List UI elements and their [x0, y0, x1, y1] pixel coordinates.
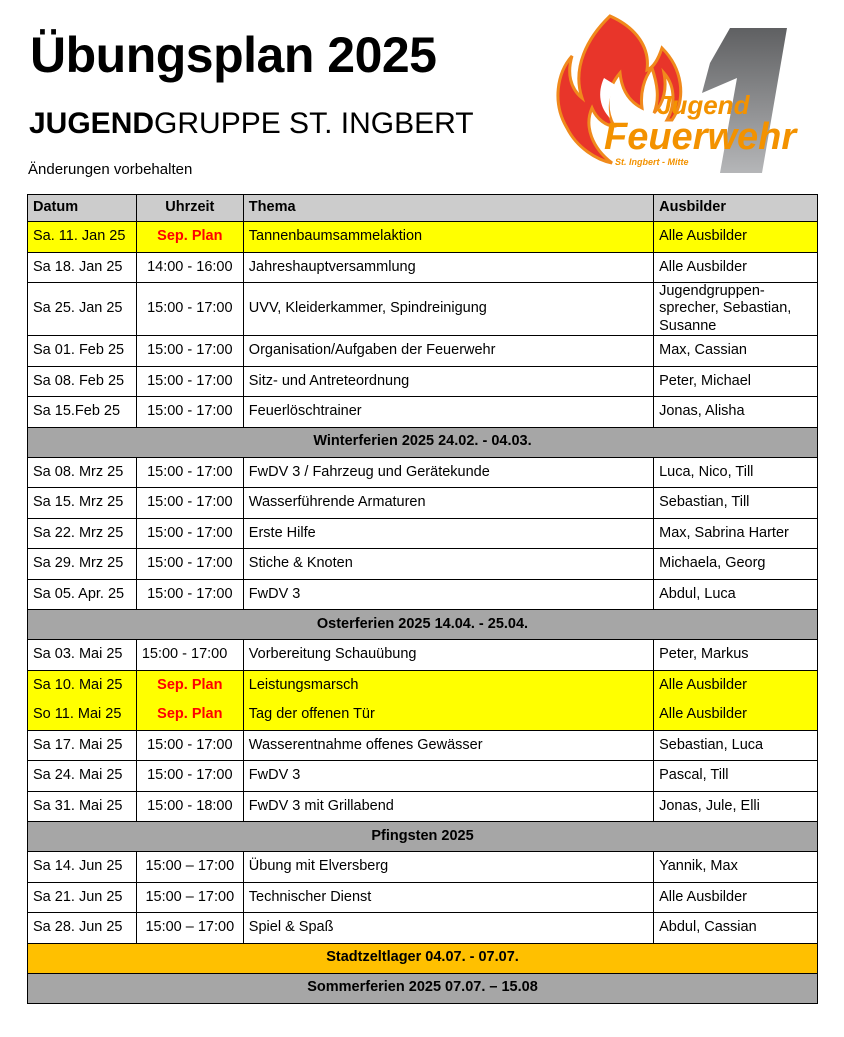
disclaimer-note: Änderungen vorbehalten — [28, 161, 193, 178]
cell-time: 15:00 – 17:00 — [136, 852, 243, 883]
table-row — [28, 366, 818, 397]
cell-instructor: Michaela, Georg — [654, 549, 818, 580]
cell-time: 15:00 - 17:00 — [136, 457, 243, 488]
cell-date: Sa 15.Feb 25 — [28, 397, 137, 428]
cell-topic: Feuerlöschtrainer — [243, 397, 653, 428]
cell-topic: Vorbereitung Schauübung — [243, 640, 653, 671]
cell-instructor: Abdul, Cassian — [654, 913, 818, 944]
table-row — [28, 730, 818, 761]
cell-date: Sa 21. Jun 25 — [28, 882, 137, 913]
cell-topic: Organisation/Aufgaben der Feuerwehr — [243, 336, 653, 367]
column-header-topic: Thema — [243, 195, 653, 222]
cell-date: Sa 22. Mrz 25 — [28, 518, 137, 549]
cell-time: Sep. Plan — [136, 700, 243, 730]
cell-date: Sa 14. Jun 25 — [28, 852, 137, 883]
cell-date: Sa 10. Mai 25 — [28, 670, 137, 700]
cell-date: Sa 05. Apr. 25 — [28, 579, 137, 610]
cell-time: 14:00 - 16:00 — [136, 252, 243, 283]
cell-date: Sa 24. Mai 25 — [28, 761, 137, 792]
cell-instructor: Max, Sabrina Harter — [654, 518, 818, 549]
table-row — [28, 670, 818, 700]
table-row — [28, 488, 818, 519]
table-row — [28, 336, 818, 367]
cell-time: 15:00 - 17:00 — [136, 518, 243, 549]
column-header-time: Uhrzeit — [136, 195, 243, 222]
table-row — [28, 791, 818, 822]
cell-topic: Spiel & Spaß — [243, 913, 653, 944]
cell-instructor: Alle Ausbilder — [654, 882, 818, 913]
cell-time: 15:00 - 18:00 — [136, 791, 243, 822]
cell-date: Sa 01. Feb 25 — [28, 336, 137, 367]
holiday-section-row — [28, 973, 818, 1003]
cell-instructor: Alle Ausbilder — [654, 670, 818, 700]
holiday-section-row — [28, 822, 818, 852]
cell-time: 15:00 – 17:00 — [136, 882, 243, 913]
cell-time: 15:00 - 17:00 — [136, 549, 243, 580]
cell-date: Sa 29. Mrz 25 — [28, 549, 137, 580]
table-header-row — [28, 195, 818, 222]
cell-instructor: Alle Ausbilder — [654, 700, 818, 730]
holiday-section-row — [28, 427, 818, 457]
table-row — [28, 700, 818, 730]
cell-date: Sa 25. Jan 25 — [28, 283, 137, 336]
table-row — [28, 549, 818, 580]
cell-topic: FwDV 3 — [243, 761, 653, 792]
cell-instructor: Sebastian, Luca — [654, 730, 818, 761]
cell-topic: Tannenbaumsammelaktion — [243, 222, 653, 253]
cell-time: 15:00 - 17:00 — [136, 366, 243, 397]
cell-date: Sa 28. Jun 25 — [28, 913, 137, 944]
cell-instructor: Pascal, Till — [654, 761, 818, 792]
cell-instructor: Peter, Michael — [654, 366, 818, 397]
cell-topic: Wasserführende Armaturen — [243, 488, 653, 519]
cell-date: So 11. Mai 25 — [28, 700, 137, 730]
table-row — [28, 283, 818, 336]
column-header-instructor: Ausbilder — [654, 195, 818, 222]
table-row — [28, 252, 818, 283]
cell-time: 15:00 - 17:00 — [136, 579, 243, 610]
column-header-date: Datum — [28, 195, 137, 222]
cell-topic: Erste Hilfe — [243, 518, 653, 549]
cell-date: Sa 17. Mai 25 — [28, 730, 137, 761]
cell-date: Sa 18. Jan 25 — [28, 252, 137, 283]
cell-time: Sep. Plan — [136, 670, 243, 700]
camp-section-row — [28, 943, 818, 973]
cell-topic: Technischer Dienst — [243, 882, 653, 913]
cell-instructor: Peter, Markus — [654, 640, 818, 671]
cell-topic: Sitz- und Antreteordnung — [243, 366, 653, 397]
table-row — [28, 761, 818, 792]
table-row — [28, 397, 818, 428]
cell-instructor: Jonas, Alisha — [654, 397, 818, 428]
cell-topic: FwDV 3 / Fahrzeug und Gerätekunde — [243, 457, 653, 488]
section-label: Pfingsten 2025 — [28, 822, 818, 852]
group-subtitle — [29, 109, 474, 139]
section-label: Winterferien 2025 24.02. - 04.03. — [28, 427, 818, 457]
table-row — [28, 882, 818, 913]
subtitle-bold: JUGEND — [29, 107, 155, 140]
cell-instructor: Yannik, Max — [654, 852, 818, 883]
cell-instructor: Max, Cassian — [654, 336, 818, 367]
cell-time: 15:00 – 17:00 — [136, 913, 243, 944]
cell-instructor: Luca, Nico, Till — [654, 457, 818, 488]
cell-time: Sep. Plan — [136, 222, 243, 253]
cell-date: Sa. 11. Jan 25 — [28, 222, 137, 253]
subtitle-rest: GRUPPE ST. INGBERT — [154, 107, 474, 140]
table-row — [28, 222, 818, 253]
cell-instructor: Alle Ausbilder — [654, 252, 818, 283]
table-row — [28, 518, 818, 549]
cell-topic: FwDV 3 — [243, 579, 653, 610]
cell-date: Sa 03. Mai 25 — [28, 640, 137, 671]
cell-time: 15:00 - 17:00 — [136, 283, 243, 336]
table-row — [28, 579, 818, 610]
training-schedule-table — [27, 194, 818, 1004]
logo-location: St. Ingbert - Mitte — [615, 157, 689, 167]
page-title: Übungsplan 2025 — [30, 27, 437, 83]
logo-feuerwehr: Feuerwehr — [604, 116, 797, 158]
cell-topic: Wasserentnahme offenes Gewässer — [243, 730, 653, 761]
cell-instructor: Jugendgruppen-sprecher, Sebastian, Susanne — [654, 283, 818, 336]
section-label: Stadtzeltlager 04.07. - 07.07. — [28, 943, 818, 973]
cell-time: 15:00 - 17:00 — [136, 640, 243, 671]
cell-time: 15:00 - 17:00 — [136, 397, 243, 428]
cell-date: Sa 08. Feb 25 — [28, 366, 137, 397]
cell-topic: UVV, Kleiderkammer, Spindreinigung — [243, 283, 653, 336]
cell-date: Sa 08. Mrz 25 — [28, 457, 137, 488]
table-row — [28, 913, 818, 944]
cell-instructor: Alle Ausbilder — [654, 222, 818, 253]
jugendfeuerwehr-logo — [552, 8, 832, 178]
cell-topic: Übung mit Elversberg — [243, 852, 653, 883]
table-row — [28, 457, 818, 488]
cell-instructor: Sebastian, Till — [654, 488, 818, 519]
cell-instructor: Jonas, Jule, Elli — [654, 791, 818, 822]
cell-time: 15:00 - 17:00 — [136, 488, 243, 519]
section-label: Sommerferien 2025 07.07. – 15.08 — [28, 973, 818, 1003]
cell-date: Sa 15. Mrz 25 — [28, 488, 137, 519]
cell-time: 15:00 - 17:00 — [136, 336, 243, 367]
holiday-section-row — [28, 610, 818, 640]
cell-time: 15:00 - 17:00 — [136, 761, 243, 792]
cell-instructor: Abdul, Luca — [654, 579, 818, 610]
cell-topic: FwDV 3 mit Grillabend — [243, 791, 653, 822]
cell-topic: Tag der offenen Tür — [243, 700, 653, 730]
table-row — [28, 640, 818, 671]
logo-jugend: Jugend — [657, 90, 750, 120]
cell-topic: Stiche & Knoten — [243, 549, 653, 580]
cell-topic: Jahreshauptversammlung — [243, 252, 653, 283]
cell-date: Sa 31. Mai 25 — [28, 791, 137, 822]
cell-topic: Leistungsmarsch — [243, 670, 653, 700]
section-label: Osterferien 2025 14.04. - 25.04. — [28, 610, 818, 640]
table-row — [28, 852, 818, 883]
cell-time: 15:00 - 17:00 — [136, 730, 243, 761]
